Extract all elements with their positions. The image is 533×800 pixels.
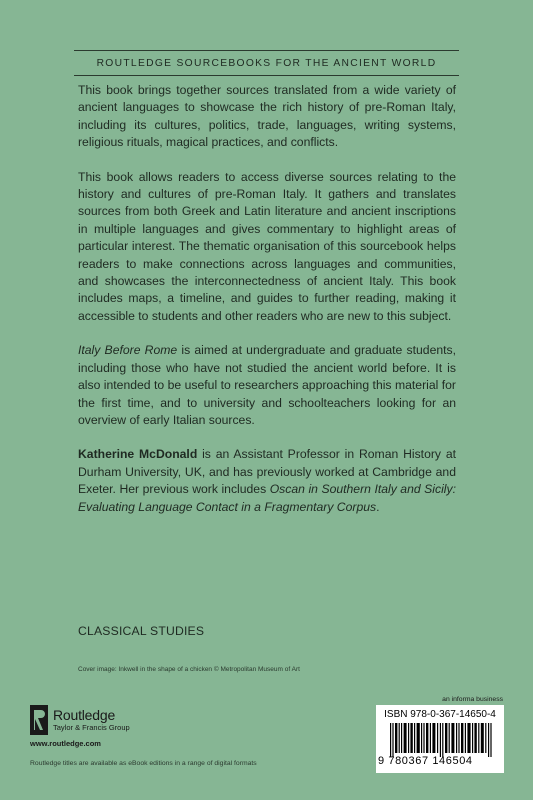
publisher-logo bbox=[30, 705, 130, 735]
description-paragraph-2: This book allows readers to access diverse sources relating to the history and cultures of pre-Roman Italy. It gathers and translates sources from both Greek and Latin literature and ancient inscriptions in multiple languages and gives commentary to highlight areas of particular interest. The thematic organisation of this sourcebook helps readers to make connections across languages and communities, and showcases the interconnectedness of ancient Italy. This book includes maps, a timeline, and guides to further reading, making it accessible to students and other readers who are new to this subject. bbox=[78, 169, 456, 323]
audience-paragraph bbox=[78, 342, 456, 429]
back-cover-text bbox=[78, 82, 456, 533]
subject-category: CLASSICAL STUDIES bbox=[78, 624, 205, 638]
audience-text: is aimed at undergraduate and graduate students, including those who have not studied the ancient world before. It is also intended to be useful to researchers approaching this material for the first time, and to university and schoolteachers looking for an overview of early Italian sources. bbox=[78, 343, 456, 427]
routledge-logo-icon bbox=[30, 705, 48, 735]
cover-credit: Cover image: Inkwell in the shape of a chicken © Metropolitan Museum of Art bbox=[78, 666, 300, 673]
series-title: ROUTLEDGE SOURCEBOOKS FOR THE ANCIENT WORLD bbox=[74, 50, 459, 76]
informa-tagline: an informa business bbox=[442, 696, 503, 703]
author-bio bbox=[78, 446, 456, 516]
publisher-url: www.routledge.com bbox=[30, 739, 101, 748]
barcode-digits: 9 780367 146504 bbox=[378, 755, 473, 767]
author-name: Katherine McDonald bbox=[78, 447, 198, 462]
bio-text: is an Assistant Professor in Roman History at Durham University, UK, and has previously worked at Cambridge and Exeter. Her previous work includes bbox=[78, 447, 456, 497]
bio-end: . bbox=[376, 499, 380, 514]
barcode-box bbox=[376, 705, 504, 773]
publisher-group: Taylor & Francis Group bbox=[53, 723, 130, 732]
previous-work-title: Oscan in Southern Italy and Sicily: Evaluating Language Contact in a Fragmentary Corpus bbox=[78, 482, 456, 514]
ebook-note: Routledge titles are available as eBook editions in a range of digital formats bbox=[30, 760, 257, 767]
publisher-name: Routledge bbox=[53, 707, 116, 723]
description-paragraph-1: This book brings together sources translated from a wide variety of ancient languages to showcase the rich history of pre-Roman Italy, including its cultures, politics, trade, languages, writing systems, religious rituals, magical practices, and conflicts. bbox=[78, 83, 456, 150]
barcode-icon bbox=[390, 723, 494, 757]
isbn-label: ISBN 978-0-367-14650-4 bbox=[384, 709, 496, 720]
book-title: Italy Before Rome bbox=[78, 343, 178, 358]
